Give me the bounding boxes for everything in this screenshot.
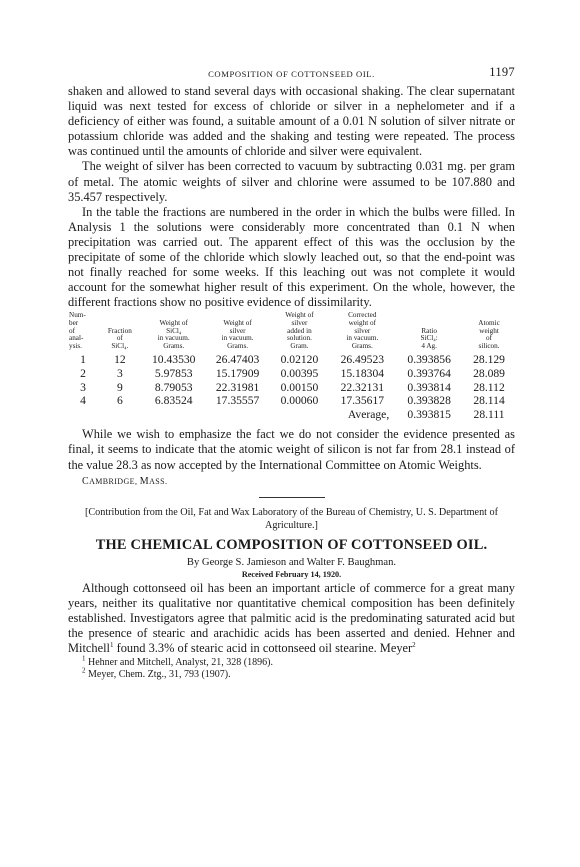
silver-added-cell: 0.00060 — [280, 394, 319, 408]
intro-text-cont: found 3.3% of stearic acid in cottonseed oil stearine. Meyer — [113, 641, 413, 655]
corrected-silver-cell: 15.18304 — [340, 366, 385, 380]
fraction-number-cell: 9 — [116, 380, 123, 394]
sicl4-weight-cell: 5.97853 — [154, 366, 193, 380]
corrected-silver-cell: 22.32131 — [340, 380, 385, 394]
silver-added-cell: 0.00150 — [280, 380, 319, 394]
sicl4-weight-cell: 6.83524 — [154, 394, 193, 408]
contribution-note: [Contribution from the Oil, Fat and Wax Laboratory of the Bureau of Chemistry, U. S. Department of Agriculture.] — [84, 506, 499, 531]
analysis-number-cell: 1 — [80, 353, 86, 367]
average-label: Average, — [347, 407, 390, 421]
body-paragraph: In the table the fractions are numbered in the order in which the bulbs were filled. In Analysis 1 the solutions were considerably more concentrated than 0.1 N when precipitation was carried out. The apparent effect of this was the occlusion by the precipitate of some of the chloride which slowly leached out, so that the end-point was not finally reached for some weeks. If this leaching out was not complete it would account for the somewhat higher result of this experiment. On the whole, however, the different fractions show no positive evidence of dissimilarity. — [68, 204, 515, 310]
average-atomic-weight-cell: 28.111 — [473, 407, 505, 421]
signature-text: CAMBRIDGE, MASS. — [82, 475, 168, 487]
footnote-1 — [82, 654, 515, 669]
silver-weight-cell: 17.35557 — [215, 394, 260, 408]
footnote-ref[interactable]: 1 — [109, 640, 114, 649]
footnote-text: Hehner and Mitchell, Analyst, 21, 328 (1896). — [88, 657, 273, 669]
table-row — [68, 367, 515, 381]
col-header-analysis: Num- ber of anal- ysis. — [69, 311, 86, 350]
article-byline: By George S. Jamieson and Walter F. Baughman. — [186, 556, 397, 568]
body-paragraph: The weight of silver has been corrected to vacuum by subtracting 0.031 mg. per gram of metal. The atomic weights of silver and chlorine were assumed to be 107.880 and 35.457 respectively. — [68, 159, 515, 204]
silicon-data-table — [68, 312, 515, 421]
footnote-2 — [82, 666, 515, 681]
atomic-weight-cell: 28.129 — [473, 353, 505, 367]
table-row — [68, 381, 515, 395]
col-header-atomic-weight: Atomic weight of silicon. — [478, 319, 500, 350]
silver-weight-cell: 22.31981 — [215, 380, 260, 394]
running-header — [68, 62, 515, 84]
fraction-number-cell: 3 — [116, 366, 123, 380]
ratio-cell: 0.393764 — [407, 366, 451, 380]
corrected-silver-cell: 26.49523 — [340, 353, 385, 367]
ratio-cell: 0.393856 — [407, 353, 451, 367]
silver-weight-cell: 15.17909 — [215, 366, 260, 380]
col-header-silver-added: Weight of silver added in solution. Gram. — [285, 311, 314, 350]
footnote-ref[interactable]: 2 — [412, 640, 416, 649]
footnote-mark: 1 — [82, 654, 86, 663]
fraction-number-cell: 6 — [116, 394, 123, 408]
running-title: COMPOSITION OF COTTONSEED OIL. — [208, 69, 375, 79]
analysis-number-cell: 4 — [80, 394, 86, 408]
table-average-row — [68, 408, 515, 422]
table-header-row — [68, 312, 515, 353]
silver-weight-cell: 26.47403 — [215, 353, 260, 367]
section-divider — [259, 497, 325, 498]
ratio-cell: 0.393814 — [407, 380, 451, 394]
atomic-weight-cell: 28.089 — [473, 366, 505, 380]
fraction-number-cell: 12 — [114, 353, 126, 367]
article-intro-paragraph — [68, 581, 515, 656]
footnote-text: Meyer, Chem. Ztg., 31, 793 (1907). — [88, 669, 231, 681]
analysis-number-cell: 2 — [80, 366, 86, 380]
col-header-ratio: Ratio SiCl₄: 4 Ag. — [420, 326, 438, 350]
table-row — [68, 353, 515, 367]
silver-added-cell: 0.02120 — [280, 353, 319, 367]
page-number: 1197 — [489, 65, 515, 79]
body-paragraph: shaken and allowed to stand several days with occasional shaking. The clear supernatant liquid was next tested for excess of chloride or silver in a nephelometer and if a deficiency of either was found, a suitable amount of a 0.01 N solution of silver nitrate or potassium chloride was added and the shaking and testing were repeated. The process was continued until the amounts of chloride and silver were equivalent. — [68, 84, 515, 159]
ratio-cell: 0.393828 — [407, 394, 451, 408]
col-header-silver-weight: Weight of silver in vacuum. Grams. — [221, 319, 254, 350]
silver-added-cell: 0.00395 — [280, 366, 319, 380]
sicl4-weight-cell: 10.43530 — [151, 353, 196, 367]
sicl4-weight-cell: 8.79053 — [154, 380, 193, 394]
article-title: THE CHEMICAL COMPOSITION OF COTTONSEED OIL. — [95, 536, 488, 553]
journal-page — [68, 62, 515, 682]
col-header-fraction: Fraction of SiCl₄. — [107, 326, 132, 350]
received-date: Received February 14, 1920. — [241, 569, 342, 579]
average-ratio-cell: 0.393815 — [407, 407, 451, 421]
corrected-silver-cell: 17.35617 — [340, 394, 385, 408]
col-header-sicl4-weight: Weight of SiCl₄ in vacuum. Grams. — [157, 319, 190, 350]
signature-location — [82, 476, 515, 487]
intro-text: Although cottonseed oil has been an important article of commerce for a great many years, neither its qualitative nor quantitative chemical composition has been definitely established. Investigators agree that palmitic acid is the predominating saturated acid but the presence of stearic and arachidic acids has been asserted and denied. Hehner and Mitchell — [68, 580, 515, 655]
col-header-corrected-silver: Corrected weight of silver in vacuum. Grams. — [346, 311, 379, 350]
analysis-number-cell: 3 — [80, 380, 86, 394]
conclusion-paragraph: While we wish to emphasize the fact we do not consider the evidence presented as final, it seems to indicate that the atomic weight of silicon is not far from 28.1 instead of the value 28.3 as now accepted by the International Committee on Atomic Weights. — [68, 427, 515, 472]
footnote-mark: 2 — [82, 666, 86, 675]
table-row — [68, 394, 515, 408]
atomic-weight-cell: 28.114 — [473, 394, 505, 408]
atomic-weight-cell: 28.112 — [473, 380, 505, 394]
